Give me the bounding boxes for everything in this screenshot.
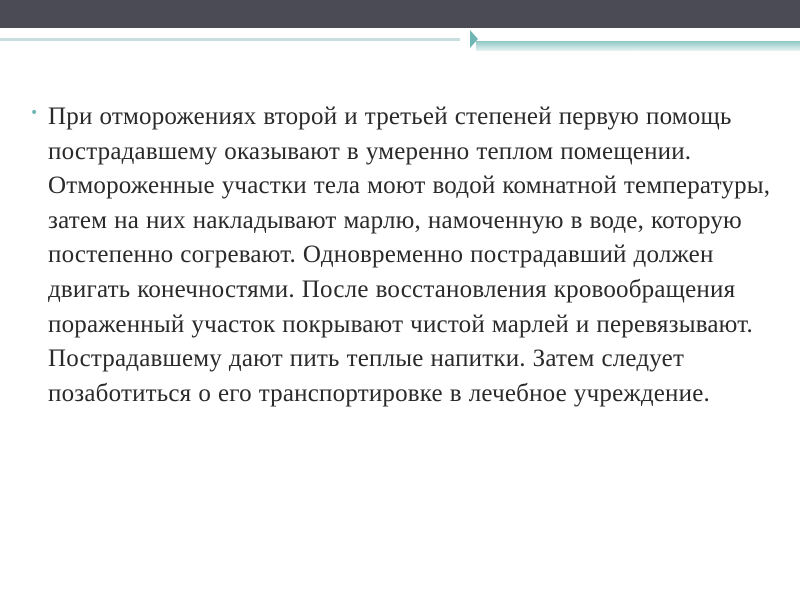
accent-line-right — [476, 41, 800, 51]
header-bar — [0, 0, 800, 28]
bullet-icon: • — [30, 105, 39, 121]
slide-paragraph: При отморожениях второй и третьей степеней первую помощь пострадавшему оказывают в умеренно теплом помещении. Отмороженные участки тела моют водой комнатной температуры, затем на них накладывают марлю, намоченную в воде, которую постепенно согревают. Одновременно пострадавший должен двигать конечностями. После восстановления кровообращения пораженный участок покрывают чистой марлей и перевязывают. Пострадавшему дают пить теплые напитки. Затем следует позаботиться о его транспортировке в лечебное учреждение. — [48, 103, 771, 407]
bullet-item — [30, 100, 772, 411]
accent-line-left — [0, 38, 460, 41]
accent-arrow-icon — [470, 30, 478, 48]
